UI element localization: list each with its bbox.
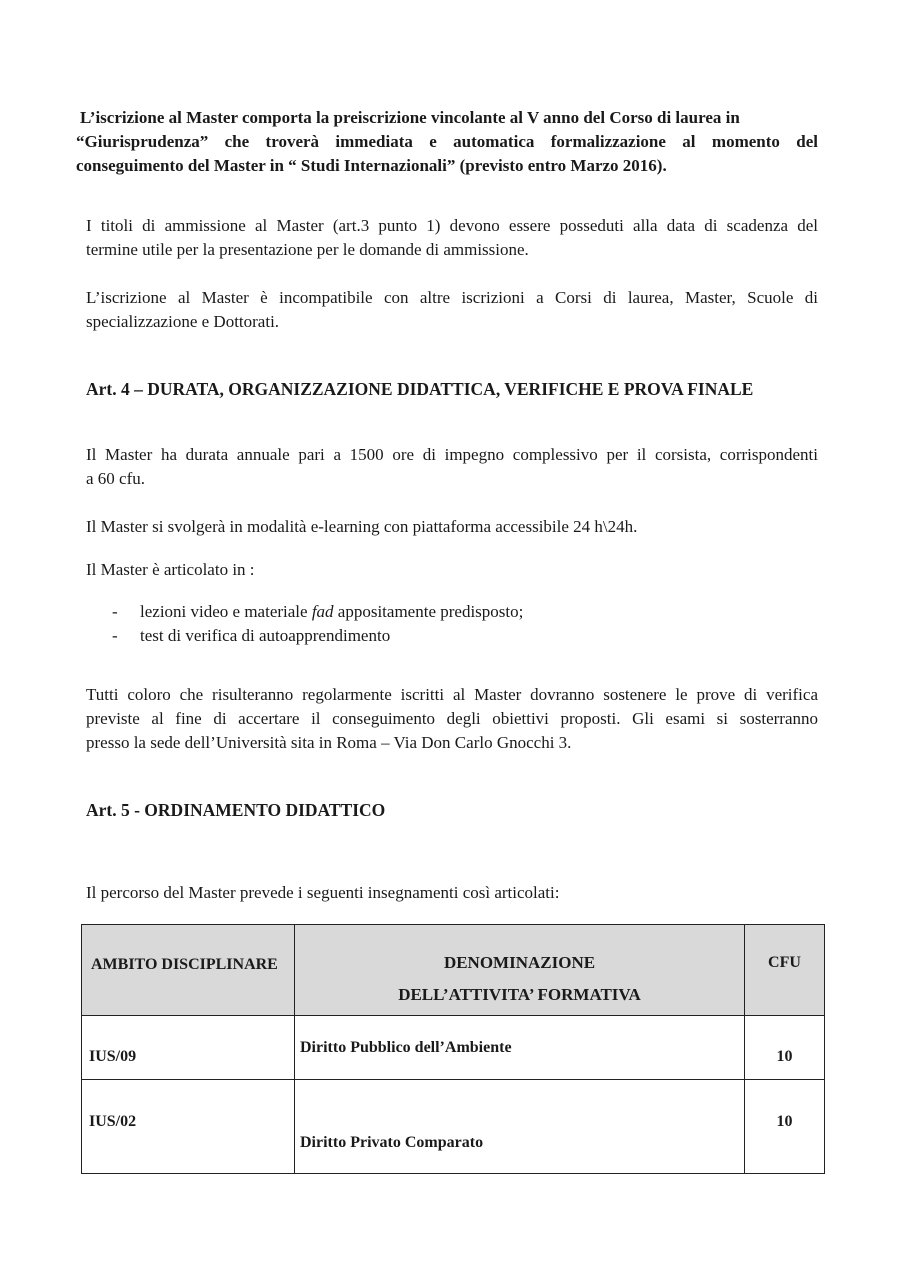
row-ambito: IUS/09 <box>89 1048 137 1065</box>
header-cfu-cell <box>745 925 825 1016</box>
table-header-row <box>82 925 825 1016</box>
art4-structure-line: Il Master è articolato in : <box>86 560 255 579</box>
art4-exams-line-2: previste al fine di accertare il conseguimento degli obiettivi proposti. Gli esami si sosterranno <box>86 709 818 728</box>
table-cell-denominazione <box>295 1016 745 1080</box>
admission-titles-line-1: I titoli di ammissione al Master (art.3 punto 1) devono essere posseduti alla data di scadenza del <box>86 216 818 235</box>
art4-exams-line-3: presso la sede dell’Università sita in Roma – Via Don Carlo Gnocchi 3. <box>86 733 572 752</box>
intro-paragraph <box>76 106 818 178</box>
header-denominazione-line-1: DENOMINAZIONE <box>443 953 596 972</box>
art4-duration-line-1: Il Master ha durata annuale pari a 1500 ore di impegno complessivo per il corsista, corrispondenti <box>86 445 818 464</box>
table-row <box>82 1016 825 1080</box>
list-item <box>112 624 523 648</box>
table-cell-cfu <box>745 1080 825 1174</box>
art5-heading: Art. 5 - ORDINAMENTO DIDATTICO <box>86 800 386 820</box>
bullet-text: test di verifica di autoapprendimento <box>140 626 391 645</box>
header-denominazione-line-2: DELL’ATTIVITA’ FORMATIVA <box>398 985 641 1004</box>
bullet-dash: - <box>112 602 118 621</box>
art4-bullet-list <box>112 600 523 648</box>
art4-duration-paragraph <box>86 443 818 491</box>
art4-exams-line-1: Tutti coloro che risulteranno regolarmente iscritti al Master dovranno sostenere le prove di verifica <box>86 685 818 704</box>
header-denominazione-cell <box>295 925 745 1016</box>
table-cell-cfu <box>745 1016 825 1080</box>
header-cfu: CFU <box>768 954 801 971</box>
table-cell-ambito <box>82 1080 295 1174</box>
art4-structure-paragraph <box>86 558 818 582</box>
bullet-text: lezioni video e materiale <box>140 602 312 621</box>
intro-line-1: L’iscrizione al Master comporta la preiscrizione vincolante al V anno del Corso di laurea in <box>80 108 740 127</box>
incompatibility-paragraph <box>86 286 818 334</box>
row-denominazione: Diritto Pubblico dell’Ambiente <box>300 1039 512 1056</box>
intro-line-3: conseguimento del Master in “ Studi Internazionali” (previsto entro Marzo 2016). <box>76 156 667 175</box>
table-row <box>82 1080 825 1174</box>
row-cfu: 10 <box>776 1048 793 1065</box>
bullet-dash: - <box>112 626 118 645</box>
row-cfu: 10 <box>776 1113 793 1130</box>
admission-titles-line-2: termine utile per la presentazione per le domande di ammissione. <box>86 240 529 259</box>
table-cell-ambito <box>82 1016 295 1080</box>
header-ambito: AMBITO DISCIPLINARE <box>91 956 278 973</box>
table-cell-denominazione <box>295 1080 745 1174</box>
bullet-text-end: appositamente predisposto; <box>333 602 524 621</box>
intro-line-2: “Giurisprudenza” che troverà immediata e automatica formalizzazione al momento del <box>76 132 818 151</box>
row-denominazione: Diritto Privato Comparato <box>300 1134 484 1151</box>
art4-elearning-line: Il Master si svolgerà in modalità e-learning con piattaforma accessibile 24 h\24h. <box>86 517 638 536</box>
incompatibility-line-2: specializzazione e Dottorati. <box>86 312 280 331</box>
row-ambito: IUS/02 <box>89 1113 137 1130</box>
header-ambito-cell <box>82 925 295 1016</box>
list-item <box>112 600 523 624</box>
art4-duration-line-2: a 60 cfu. <box>86 469 146 488</box>
art5-intro-line: Il percorso del Master prevede i seguenti insegnamenti così articolati: <box>86 883 560 902</box>
admission-titles-paragraph <box>86 214 818 262</box>
art4-elearning-paragraph <box>86 515 818 539</box>
art4-heading: Art. 4 – DURATA, ORGANIZZAZIONE DIDATTICA, VERIFICHE E PROVA FINALE <box>86 379 754 399</box>
art4-exams-paragraph <box>86 683 818 755</box>
incompatibility-line-1: L’iscrizione al Master è incompatibile con altre iscrizioni a Corsi di laurea, Master, Scuole di <box>86 288 818 307</box>
bullet-italic-text: fad <box>311 602 334 621</box>
art5-intro-paragraph <box>86 881 818 905</box>
courses-table <box>81 924 825 1174</box>
